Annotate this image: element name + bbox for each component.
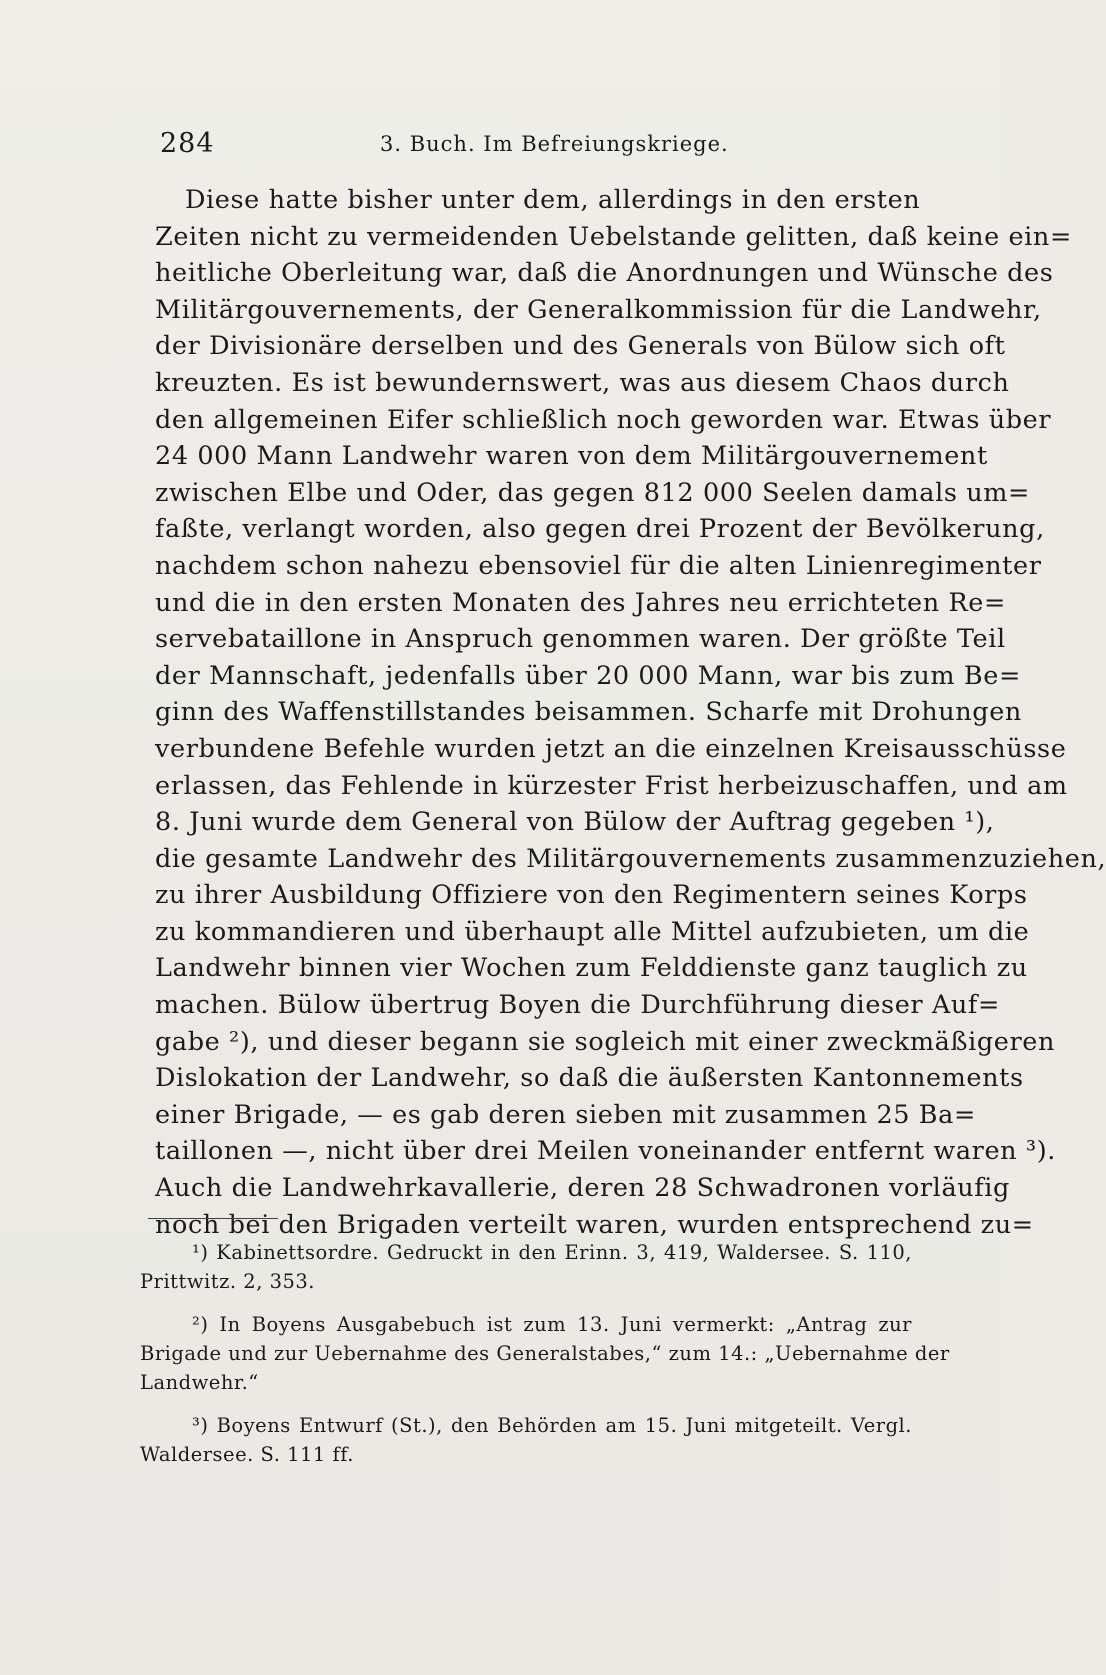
footnote-2 [140, 1310, 950, 1397]
text-line: kreuzten. Es ist bewundernswert, was aus diesem Chaos durch [155, 367, 1010, 398]
text-line: Auch die Landwehrkavallerie, deren 28 Schwadronen vorläufig [155, 1173, 1010, 1204]
footnote-separator [148, 1218, 278, 1219]
text-line: 24 000 Mann Landwehr waren von dem Militärgouvernement [155, 441, 988, 472]
footnote-3 [140, 1411, 912, 1469]
footnotes [140, 1238, 950, 1483]
page-header [160, 128, 910, 164]
main-text [155, 182, 1106, 1243]
text-line: zu ihrer Ausbildung Offiziere von den Regimentern seines Korps [155, 880, 1028, 911]
text-line: 8. Juni wurde dem General von Bülow der Auftrag gegeben ¹), [155, 807, 995, 838]
footnote-line: ¹) Kabinettsordre. Gedruckt in den Erinn. 3, 419, Waldersee. S. 110, [192, 1241, 912, 1264]
text-line: die gesamte Landwehr des Militärgouvernements zusammenzuziehen, [155, 843, 1106, 874]
text-line: ginn des Waffenstillstandes beisammen. Scharfe mit Drohungen [155, 697, 1022, 728]
text-line: einer Brigade, — es gab deren sieben mit zusammen 25 Ba= [155, 1099, 976, 1130]
text-line: Militärgouvernements, der Generalkommission für die Landwehr, [155, 294, 1042, 325]
text-line: erlassen, das Fehlende in kürzester Frist herbeizuschaffen, und am [155, 770, 1068, 801]
text-line: servebataillone in Anspruch genommen waren. Der größte Teil [155, 624, 1006, 655]
text-line: faßte, verlangt worden, also gegen drei Prozent der Bevölkerung, [155, 514, 1045, 545]
text-line: der Divisionäre derselben und des Generals von Bülow sich oft [155, 331, 1006, 362]
footnote-line: Waldersee. S. 111 ff. [140, 1443, 354, 1466]
text-line: gabe ²), und dieser begann sie sogleich mit einer zweckmäßigeren [155, 1026, 1055, 1057]
text-line: der Mannschaft, jedenfalls über 20 000 Mann, war bis zum Be= [155, 660, 1021, 691]
page-number: 284 [160, 128, 215, 159]
text-line: Dislokation der Landwehr, so daß die äußersten Kantonnements [155, 1063, 1024, 1094]
footnote-line: ²) In Boyens Ausgabebuch ist zum 13. Juni vermerkt: „Antrag zur [192, 1313, 912, 1336]
text-line: nachdem schon nahezu ebensoviel für die alten Linienregimenter [155, 550, 1042, 581]
text-line: verbundene Befehle wurden jetzt an die einzelnen Kreisausschüsse [155, 733, 1067, 764]
footnote-line: Landwehr.“ [140, 1371, 259, 1394]
text-line: den allgemeinen Eifer schließlich noch geworden war. Etwas über [155, 404, 1052, 435]
text-line: noch bei den Brigaden verteilt waren, wurden entsprechend zu= [155, 1209, 1034, 1240]
footnote-1 [140, 1238, 912, 1296]
footnote-line: Prittwitz. 2, 353. [140, 1270, 316, 1293]
text-line: Diese hatte bisher unter dem, allerdings in den ersten [185, 185, 921, 215]
text-line: zwischen Elbe und Oder, das gegen 812 000 Seelen damals um= [155, 477, 1030, 508]
text-line: Zeiten nicht zu vermeidenden Uebelstande gelitten, daß keine ein= [155, 221, 1072, 252]
text-line: Landwehr binnen vier Wochen zum Felddienste ganz tauglich zu [155, 953, 1028, 984]
running-head: 3. Buch. Im Befreiungskriege. [380, 132, 729, 156]
text-line: taillonen —, nicht über drei Meilen voneinander entfernt waren ³). [155, 1136, 1056, 1167]
text-line: heitliche Oberleitung war, daß die Anordnungen und Wünsche des [155, 258, 1054, 289]
text-line: machen. Bülow übertrug Boyen die Durchführung dieser Auf= [155, 990, 1000, 1021]
footnote-line: ³) Boyens Entwurf (St.), den Behörden am 15. Juni mitgeteilt. Vergl. [192, 1414, 912, 1437]
text-line: zu kommandieren und überhaupt alle Mittel aufzubieten, um die [155, 916, 1030, 947]
text-line: und die in den ersten Monaten des Jahres neu errichteten Re= [155, 587, 1006, 618]
footnote-line: Brigade und zur Uebernahme des Generalstabes,“ zum 14.: „Uebernahme der [140, 1342, 950, 1365]
